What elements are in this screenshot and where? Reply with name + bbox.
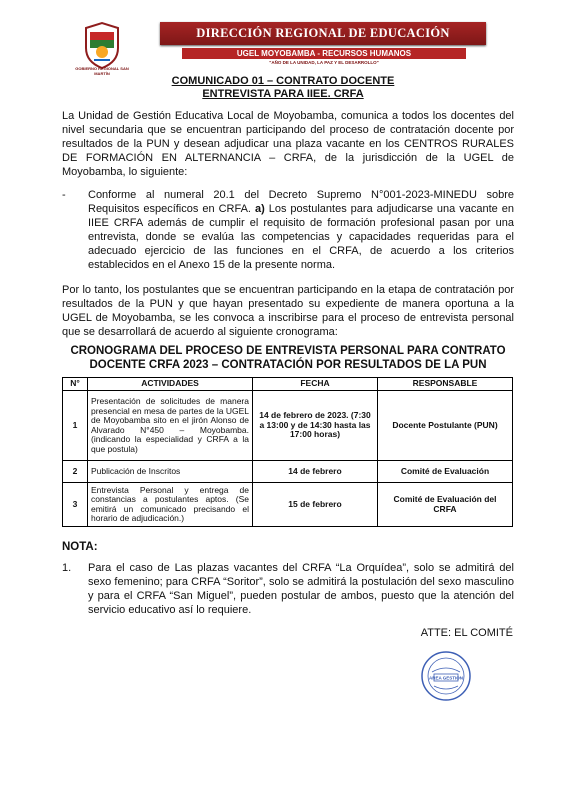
header-actividades: ACTIVIDADES: [88, 378, 253, 391]
table-row: [63, 483, 513, 527]
table-header-row: [63, 378, 513, 391]
header-responsable: RESPONSABLE: [378, 378, 513, 391]
svg-text:AREA GESTION: AREA GESTION: [428, 675, 464, 681]
document-title: [0, 75, 566, 101]
row-num: 1: [63, 391, 88, 461]
header-num: N°: [63, 378, 88, 391]
row-actividad: Presentación de solicitudes de manera presencial en mesa de partes de la UGEL de Moyobamba sito en el jirón Alonso de Alvarado N°450 – Moyobamba. (indicando la especialidad y CRFA a la que postula): [88, 391, 253, 461]
bullet-text-before: Conforme al numeral 20.1 del Decreto Supremo N°001-2023-MINEDU sobre Requisitos específicos en CRFA.: [88, 189, 514, 215]
bullet-text: [88, 188, 514, 272]
title-line-1: COMUNICADO 01 – CONTRATO DOCENTE: [171, 75, 395, 87]
row-fecha: 14 de febrero: [253, 461, 378, 483]
bullet-dash: -: [62, 189, 66, 201]
schedule-title-line-1: CRONOGRAMA DEL PROCESO DE ENTREVISTA PERSONAL PARA CONTRATO: [70, 345, 506, 357]
intro-paragraph: La Unidad de Gestión Educativa Local de Moyobamba, comunica a todos los docentes del nivel secundaria que se encuentran participando del proceso de contratación docente por resultados de la PUN y desean adjudicar una plaza vacante en los CENTROS RURALES DE FORMACIÓN EN ALTERNANCIA – CRFA, de la jurisdicción de la UGEL de Moyobamba, lo siguiente:: [62, 110, 514, 178]
row-fecha: 14 de febrero de 2023. (7:30 a 13:00 y de 14:30 hasta las 17:00 horas): [253, 391, 378, 461]
schedule-table: [62, 377, 513, 527]
subbanner-title: UGEL MOYOBAMBA - RECURSOS HUMANOS: [236, 49, 412, 58]
row-responsable: Docente Postulante (PUN): [378, 391, 513, 461]
convocation-paragraph: Por lo tanto, los postulantes que se encuentran participando en la etapa de contratación por resultados de la PUN y que hayan presentado su expediente de manera oportuna a la UGEL de Moyobamba, se les convoca a inscribirse para el proceso de entrevista personal que se desarrollará de acuerdo al siguiente cronograma:: [62, 284, 514, 338]
header-slogan: "AÑO DE LA UNIDAD, LA PAZ Y EL DESARROLLO": [269, 60, 379, 65]
row-fecha: 15 de febrero: [253, 483, 378, 527]
logo-caption: GOBIERNO REGIONAL SAN MARTÍN: [75, 66, 129, 76]
banner-title: DIRECCIÓN REGIONAL DE EDUCACIÓN: [196, 26, 450, 40]
bullet-bold-label: a): [254, 203, 265, 215]
note-number: 1.: [62, 562, 72, 574]
note-heading: NOTA:: [62, 541, 98, 553]
signature-line: ATTE: EL COMITÉ: [420, 627, 513, 639]
row-actividad: Publicación de Inscritos: [88, 461, 253, 483]
bullet-text-after: Los postulantes para adjudicarse una vacante en IIEE CRFA además de cumplir el requisito de formación profesional pasan por una entrevista, donde se evalúa las competencias y capacidades requeridas para el adecuado ejercicio de las funciones en el CRFA, de acuerdo a los criterios establecidos en el Anexo 15 de la presente norma.: [88, 203, 514, 271]
row-num: 2: [63, 461, 88, 483]
row-actividad: Entrevista Personal y entrega de constancias a postulantes aptos. (Se emitirá un comunicado precisando el horario de adjudicación.): [88, 483, 253, 527]
table-row: [63, 391, 513, 461]
regional-government-logo: [80, 20, 124, 70]
schedule-title-line-2: DOCENTE CRFA 2023 – CONTRATACIÓN POR RESULTADOS DE LA PUN: [89, 359, 487, 371]
header-subbanner: [182, 48, 466, 59]
table-row: [63, 461, 513, 483]
requirement-bullet: [62, 188, 514, 272]
note-item: [62, 561, 514, 617]
title-line-2: ENTREVISTA PARA IIEE. CRFA: [202, 88, 364, 100]
header-banner: [160, 22, 486, 45]
note-text: Para el caso de Las plazas vacantes del CRFA “La Orquídea”, solo se admitirá del sexo femenino; para CRFA “Soritor”, solo se admitirá la postulación del sexo masculino y para el CRFA “San Miguel”, pueden postular de ambos, puesto que la atención del servicio educativo así lo requiere.: [88, 562, 514, 616]
row-responsable: Comité de Evaluación del CRFA: [378, 483, 513, 527]
committee-stamp: [420, 650, 472, 702]
row-responsable: Comité de Evaluación: [378, 461, 513, 483]
schedule-title: [62, 344, 514, 372]
row-num: 3: [63, 483, 88, 527]
header-fecha: FECHA: [253, 378, 378, 391]
